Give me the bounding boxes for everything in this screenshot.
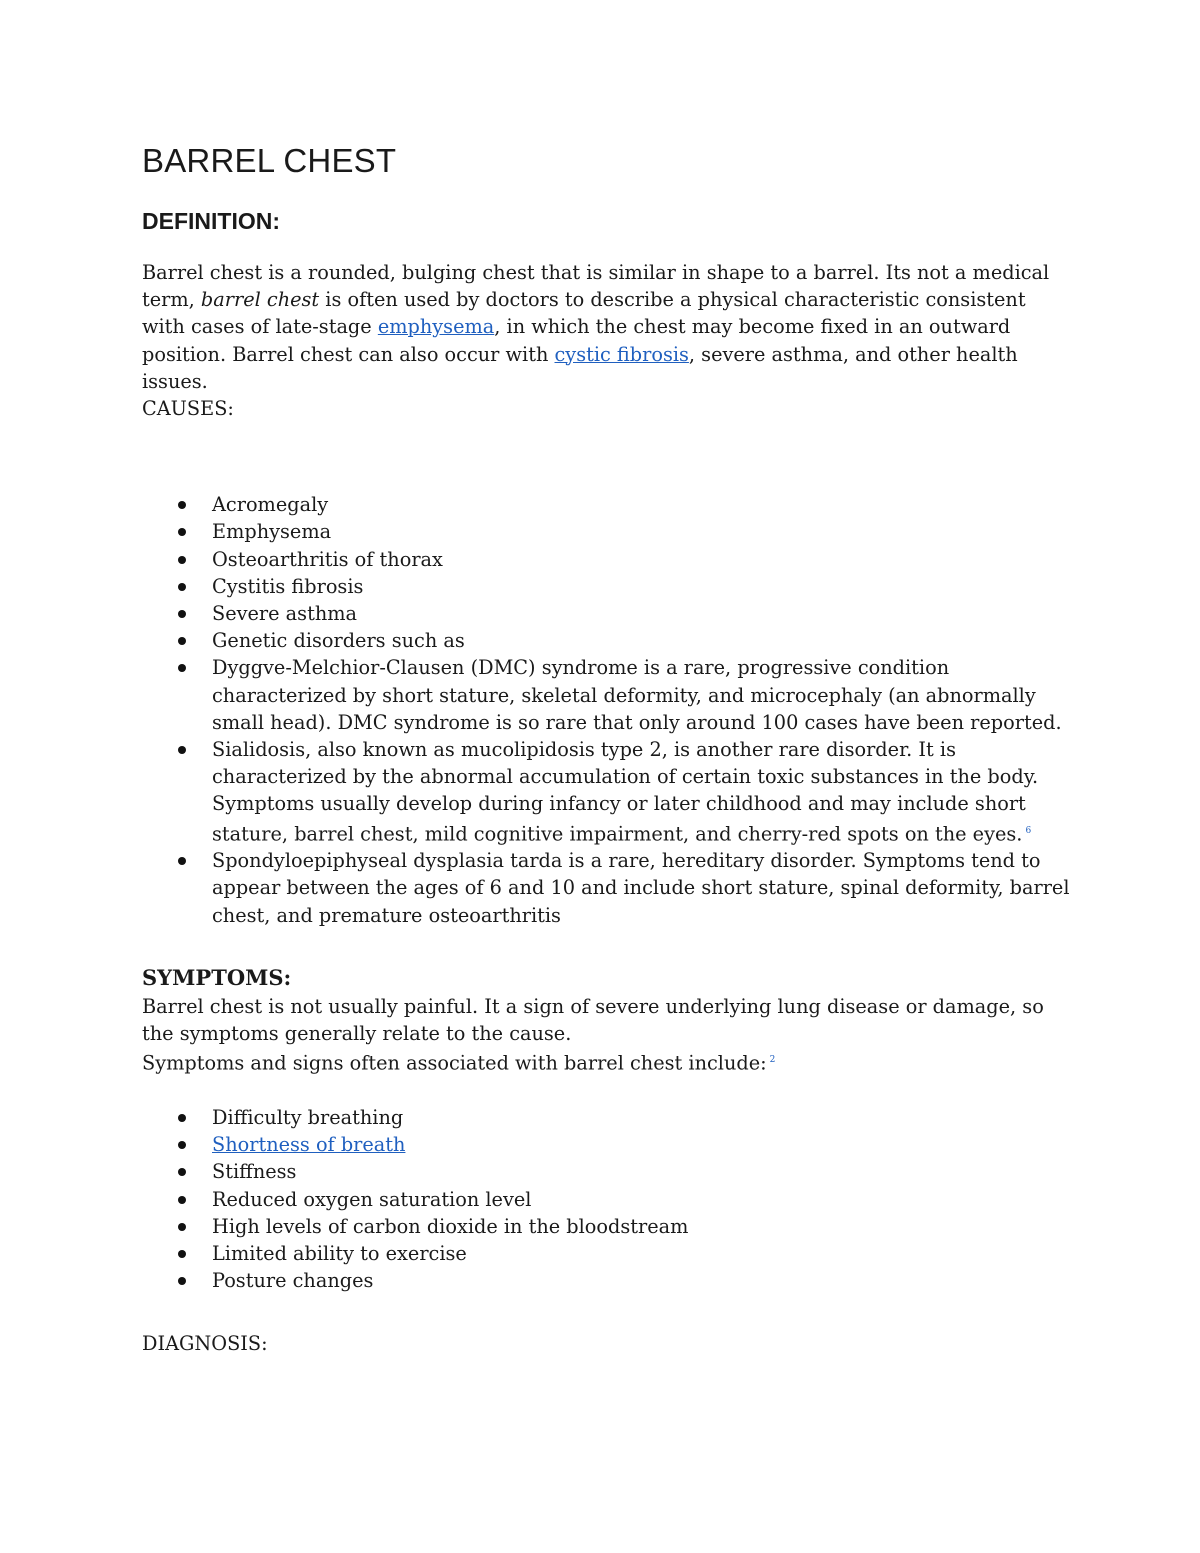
bullet-icon [178,583,186,591]
list-item [212,1131,1072,1158]
definition-text-2: is often used by doctors to describe a physical characteristic consistent with cases of late-stage [142,288,1026,339]
reference-marker[interactable]: 2 [769,1055,776,1066]
list-item: Osteoarthritis of thorax [212,546,1072,573]
list-item: Spondyloepiphyseal dysplasia tarda is a rare, hereditary disorder. Symptoms tend to appear between the ages of 6 and 10 and include short stature, spinal deformity, barrel chest, and premature osteoarthritis [212,847,1072,929]
list-item: Reduced oxygen saturation level [212,1186,1072,1213]
document-page [142,138,1072,1358]
bullet-icon [178,501,186,509]
definition-text-4: , severe asthma, and other health issues. [142,342,1018,393]
list-item: Stiffness [212,1158,1072,1185]
symptoms-intro: Symptoms and signs often associated with barrel chest include: $^2$ [142,1051,776,1075]
list-item: Genetic disorders such as [212,627,1072,654]
cystic-fibrosis-link[interactable]: cystic fibrosis [554,342,689,366]
diagnosis-heading: DIAGNOSIS: [142,1332,268,1356]
bullet-icon [178,664,186,672]
definition-text-3: , in which the chest may become fixed in an outward position. Barrel chest can also occur with [142,315,1011,366]
shortness-of-breath-link[interactable]: Shortness of breath [212,1133,406,1157]
bullet-icon [178,528,186,536]
page-title: BARREL CHEST [142,142,397,179]
reference-marker[interactable]: 6 [1025,825,1032,836]
definition-italic-term: barrel chest [200,288,320,312]
list-item: Severe asthma [212,600,1072,627]
bullet-icon [178,1114,186,1122]
list-item: Cystitis fibrosis [212,573,1072,600]
bullet-icon [178,610,186,618]
list-item: High levels of carbon dioxide in the bloodstream [212,1213,1072,1240]
causes-list [142,491,1072,929]
bullet-icon [178,746,186,754]
list-item: Emphysema [212,518,1072,545]
symptoms-paragraph: Barrel chest is not usually painful. It a sign of severe underlying lung disease or damage, so the symptoms generally relate to the cause. [142,994,1044,1046]
bullet-icon [178,1141,186,1149]
list-item: Sialidosis, also known as mucolipidosis type 2, is another rare disorder. It is characterized by the abnormal accumulation of certain toxic substances in the body. Symptoms usually develop during infancy or later childhood and may include short stature, barrel chest, mild cognitive impairment, and cherry-red spots on the eyes. $^6$ [212,736,1072,847]
bullet-icon [178,1223,186,1231]
emphysema-link[interactable]: emphysema [377,315,495,339]
symptoms-heading: SYMPTOMS: [142,964,292,990]
bullet-icon [178,1196,186,1204]
definition-text-1: Barrel chest is a rounded, bulging chest that is similar in shape to a barrel. Its not a medical term, [142,261,1050,312]
list-item: Posture changes [212,1267,1072,1294]
list-item: Dyggve-Melchior-Clausen (DMC) syndrome is a rare, progressive condition characterized by short stature, skeletal deformity, and microcephaly (an abnormally small head). DMC syndrome is so rare that only around 100 cases have been reported. [212,654,1072,736]
list-item: Difficulty breathing [212,1104,1072,1131]
definition-paragraph [142,259,1072,395]
bullet-icon [178,857,186,865]
list-item: Limited ability to exercise [212,1240,1072,1267]
list-item: Acromegaly [212,491,1072,518]
bullet-icon [178,1168,186,1176]
bullet-icon [178,1277,186,1285]
causes-heading: CAUSES: [142,397,234,421]
bullet-icon [178,1250,186,1258]
bullet-icon [178,556,186,564]
bullet-icon [178,637,186,645]
symptoms-list [142,1104,1072,1294]
definition-heading: DEFINITION: [142,208,280,234]
